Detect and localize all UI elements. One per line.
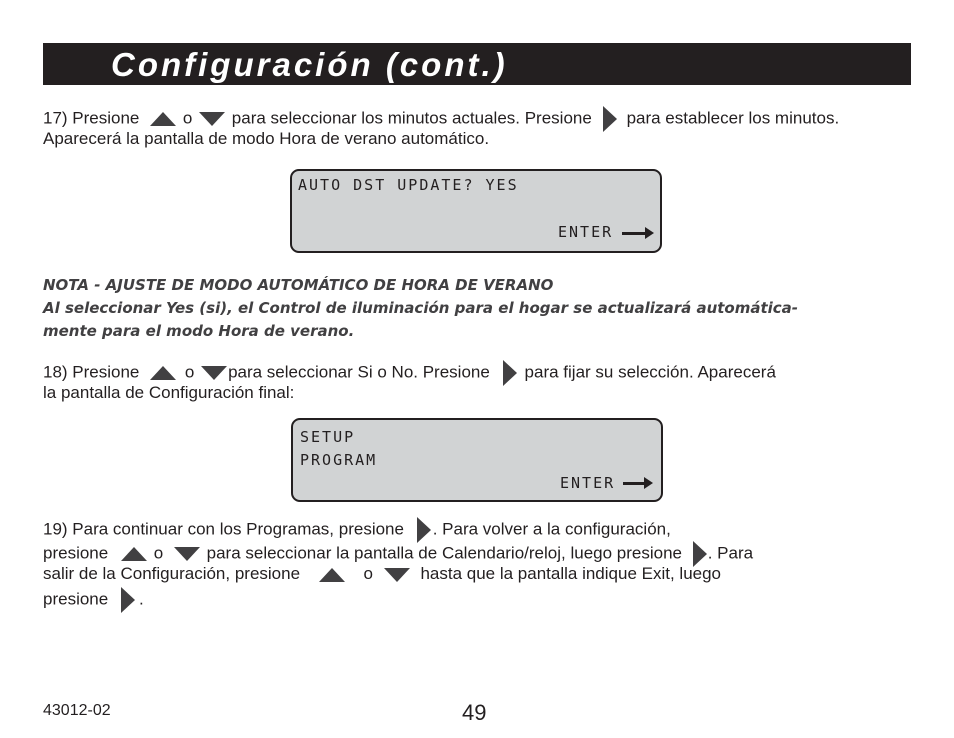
lcd-display-setup xyxy=(291,418,663,502)
note-title: NOTA - AJUSTE DE MODO AUTOMÁTICO DE HORA DE VERANO xyxy=(43,276,554,294)
page-number: 49 xyxy=(462,700,487,725)
down-arrow-icon xyxy=(199,112,225,126)
step19-text-1a: 19) Para continuar con los Programas, presione xyxy=(43,519,404,539)
step19-text-3a: salir de la Configuración, presione xyxy=(43,564,301,583)
step17-line2: Aparecerá la pantalla de modo Hora de verano automático. xyxy=(43,129,490,148)
enter-arrow-icon xyxy=(623,482,647,485)
down-arrow-icon xyxy=(384,568,410,582)
note-line1: Al seleccionar Yes (si), el Control de iluminación para el hogar se actualizará automática- xyxy=(43,299,799,317)
step19-line1 xyxy=(43,517,671,543)
step19-text-3b: o xyxy=(363,564,373,583)
right-arrow-icon xyxy=(603,106,617,132)
section-banner xyxy=(43,43,911,85)
step19-text-2c: para seleccionar la pantalla de Calendario/reloj, luego presione xyxy=(206,543,682,563)
lcd-program-line: PROGRAM xyxy=(300,451,378,469)
lcd-enter-label: ENTER xyxy=(558,223,614,241)
step19-text-2a: presione xyxy=(43,543,109,563)
step17-text-b: o xyxy=(182,108,193,128)
step18-text-b: o xyxy=(184,362,195,382)
page-title: Configuración (cont.) xyxy=(111,46,508,83)
step19-text-4a: presione xyxy=(43,589,109,609)
step19-text-2d: . Para xyxy=(707,543,754,563)
up-arrow-icon xyxy=(121,547,147,561)
enter-arrow-icon xyxy=(622,232,648,235)
note-line2: mente para el modo Hora de verano. xyxy=(43,322,355,340)
step18-text-c: para seleccionar Si o No. Presione xyxy=(228,362,490,382)
up-arrow-icon xyxy=(150,366,176,380)
right-arrow-icon xyxy=(417,517,431,543)
down-arrow-icon xyxy=(201,366,227,380)
step18-text-a: 18) Presione xyxy=(43,362,140,382)
step18-line2: la pantalla de Configuración final: xyxy=(43,383,295,402)
up-arrow-icon xyxy=(150,112,176,126)
document-code: 43012-02 xyxy=(43,702,111,719)
step19-line4 xyxy=(43,587,144,613)
step19-line3 xyxy=(43,564,721,584)
lcd-setup-line: SETUP xyxy=(300,428,356,446)
step19-text-4b: . xyxy=(138,589,144,609)
step18-text-d: para fijar su selección. Aparecerá xyxy=(524,362,776,382)
down-arrow-icon xyxy=(174,547,200,561)
step17-text-d: para establecer los minutos. xyxy=(626,108,840,128)
right-arrow-icon xyxy=(503,360,517,386)
lcd-dst-line: AUTO DST UPDATE? YES xyxy=(298,176,519,194)
lcd-display-dst xyxy=(290,169,662,253)
lcd-enter-label: ENTER xyxy=(560,474,616,492)
step19-text-3c: hasta que la pantalla indique Exit, luego xyxy=(420,564,722,583)
step19-text-2b: o xyxy=(153,543,164,563)
up-arrow-icon xyxy=(319,568,345,582)
step17-text-a: 17) Presione xyxy=(43,108,140,128)
step19-text-1b: . Para volver a la configuración, xyxy=(432,519,671,539)
step17-text-c: para seleccionar los minutos actuales. Presione xyxy=(231,108,592,128)
right-arrow-icon xyxy=(121,587,135,613)
